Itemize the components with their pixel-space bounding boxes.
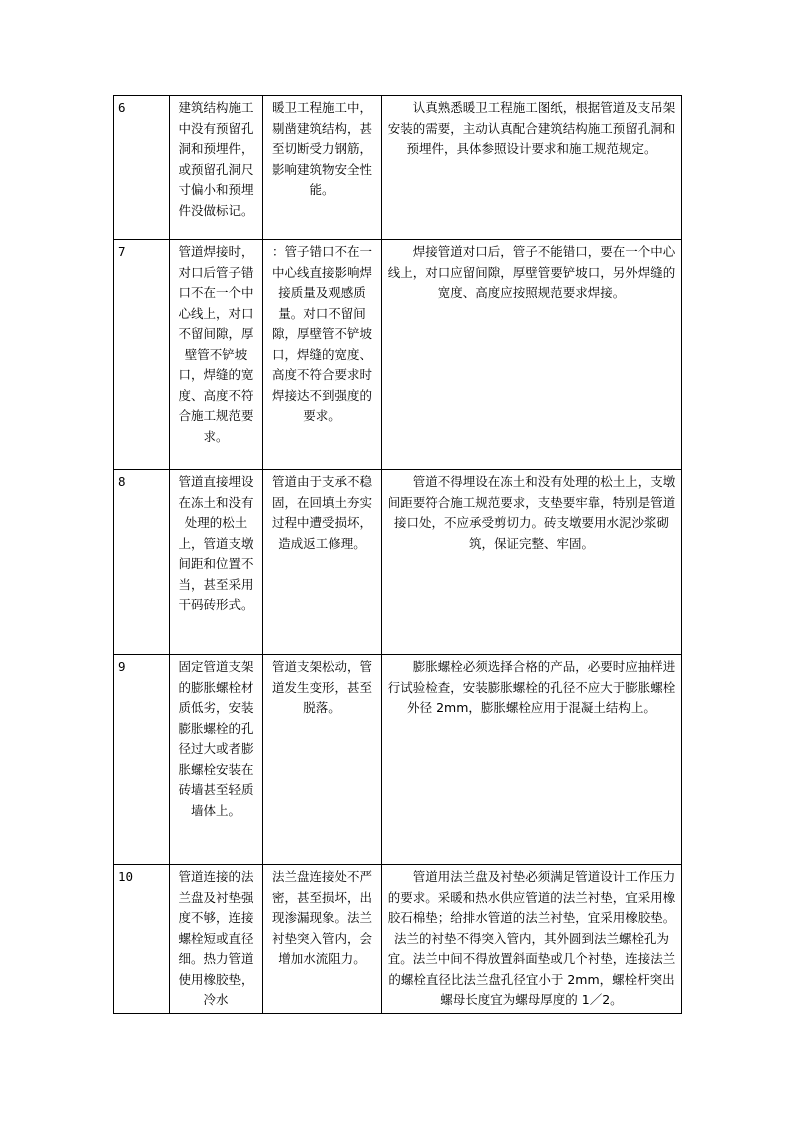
prevention-measure-text: 焊接管道对口后，管子不能错口，要在一个中心线上，对口应留间隙，厚壁管要铲坡口，另外焊缝的宽度、高度应按照规范要求焊接。 — [387, 244, 676, 300]
table-row — [114, 240, 682, 470]
issue-effect-cell: 管道由于支承不稳固，在回填土夯实过程中遭受损坏，造成返工修理。 — [263, 470, 382, 655]
prevention-measure-cell — [382, 655, 682, 865]
row-number: 10 — [114, 865, 170, 1014]
row-number: 6 — [114, 96, 170, 240]
prevention-measure-text: 管道用法兰盘及衬垫必须满足管道设计工作压力的要求。采暖和热水供应管道的法兰衬垫，宜采用橡胶石棉垫；给排水管道的法兰衬垫，宜采用橡胶垫。法兰的衬垫不得突入管内，其外圆到法兰螺栓孔为宜。法兰中间不得放置斜面垫或几个衬垫，连接法兰的螺栓直径比法兰盘孔径宜小于 2mm，螺栓杆突出螺母长度宜为螺母厚度的 1／2。 — [387, 869, 676, 1007]
prevention-measure-cell — [382, 96, 682, 240]
prevention-measure-text: 管道不得埋设在冻土和没有处理的松土上，支墩间距要符合施工规范要求，支垫要牢靠，特别是管道接口处，不应承受剪切力。砖支墩要用水泥沙浆砌筑，保证完整、牢固。 — [387, 474, 676, 551]
row-number: 7 — [114, 240, 170, 470]
issue-cause-cell: 管道连接的法兰盘及衬垫强度不够，连接螺栓短或直径细。热力管道使用橡胶垫，冷水 — [170, 865, 263, 1014]
issue-cause-cell: 管道焊接时，对口后管子错口不在一个中心线上，对口不留间隙，厚壁管不铲坡口，焊缝的宽度、高度不符合施工规范要求。 — [170, 240, 263, 470]
issue-cause-cell: 固定管道支架的膨胀螺栓材质低劣，安装膨胀螺栓的孔径过大或者膨胀螺栓安装在砖墙甚至轻质墙体上。 — [170, 655, 263, 865]
prevention-measure-text: 认真熟悉暖卫工程施工图纸，根据管道及支吊架安装的需要，主动认真配合建筑结构施工预留孔洞和预埋件，具体参照设计要求和施工规范规定。 — [387, 100, 676, 156]
issue-effect-cell: 暖卫工程施工中，剔凿建筑结构，甚至切断受力钢筋，影响建筑物安全性能。 — [263, 96, 382, 240]
table-row — [114, 470, 682, 655]
quality-issues-table — [113, 95, 682, 1014]
prevention-measure-text: 膨胀螺栓必须选择合格的产品，必要时应抽样进行试验检查，安装膨胀螺栓的孔径不应大于膨胀螺栓外径 2mm，膨胀螺栓应用于混凝土结构上。 — [387, 659, 676, 715]
issue-effect-cell: 管道支架松动，管道发生变形，甚至脱落。 — [263, 655, 382, 865]
prevention-measure-cell — [382, 865, 682, 1014]
prevention-measure-cell — [382, 470, 682, 655]
table-row — [114, 655, 682, 865]
row-number: 9 — [114, 655, 170, 865]
table-row — [114, 865, 682, 1014]
issue-effect-cell: 法兰盘连接处不严密，甚至损坏，出现渗漏现象。法兰衬垫突入管内，会增加水流阻力。 — [263, 865, 382, 1014]
issue-cause-cell: 建筑结构施工中没有预留孔洞和预埋件，或预留孔洞尺寸偏小和预埋件没做标记。 — [170, 96, 263, 240]
table-row — [114, 96, 682, 240]
issue-effect-cell: ：管子错口不在一中心线直接影响焊接质量及观感质量。对口不留间隙，厚壁管不铲坡口，焊缝的宽度、高度不符合要求时焊接达不到强度的要求。 — [263, 240, 382, 470]
row-number: 8 — [114, 470, 170, 655]
issue-cause-cell: 管道直接埋设在冻土和没有处理的松土上，管道支墩间距和位置不当，甚至采用干码砖形式。 — [170, 470, 263, 655]
prevention-measure-cell — [382, 240, 682, 470]
